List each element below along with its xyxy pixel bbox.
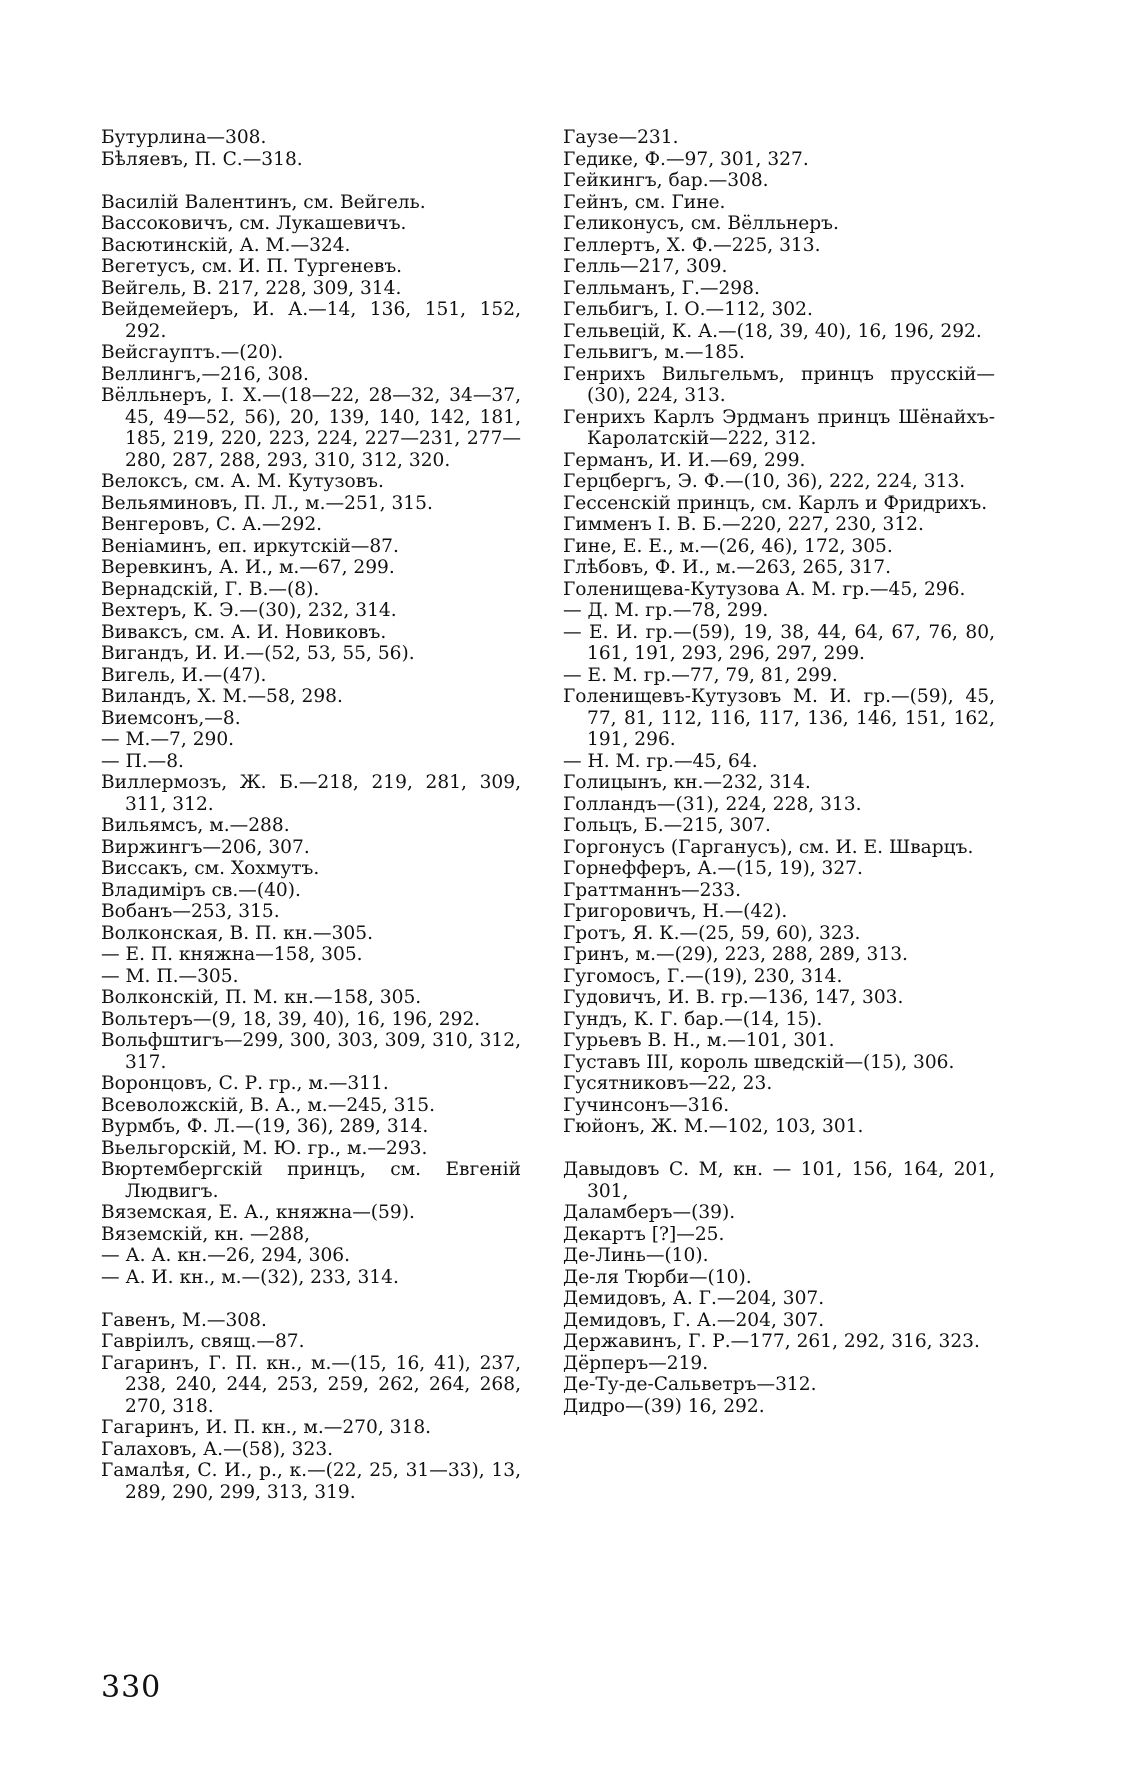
index-entry: Гессенскій принцъ, см. Карлъ и Фридрихъ. [563, 492, 988, 514]
index-entry: Вейсгауптъ.—(20). [101, 342, 284, 363]
index-entry: Генрихъ Карлъ Эрдманъ принцъ Шёнайхъ-Каролатскій—222, 312. [563, 406, 995, 449]
index-entry: Вехтеръ, К. Э.—(30), 232, 314. [101, 600, 397, 621]
index-entry: Декартъ [?]—25. [563, 1223, 725, 1245]
index-entry: Вигель, И.—(47). [101, 664, 267, 686]
index-entry: Геликонусъ, см. Вёлльнеръ. [563, 213, 839, 234]
index-entry: Вильямсъ, м.—288. [101, 815, 290, 836]
index-entry: Бутурлина—308. [101, 127, 267, 148]
index-entry: Герцбергъ, Э. Ф.—(10, 36), 222, 224, 313. [563, 471, 966, 492]
index-entry: — М. П.—305. [101, 965, 239, 987]
index-entry: Гейнъ, см. Гине. [563, 191, 726, 213]
index-entry: Гавріилъ, свящ.—87. [101, 1331, 305, 1352]
index-entry: Виллермозъ, Ж. Б.—218, 219, 281, 309, 311, 312. [101, 772, 521, 815]
index-entry: Гудовичъ, И. В. гр.—136, 147, 303. [563, 987, 904, 1008]
index-entry: Гедике, Ф.—97, 301, 327. [563, 148, 809, 170]
index-entry: — П.—8. [101, 750, 184, 772]
index-entry: Виссакъ, см. Хохмутъ. [101, 858, 320, 879]
index-entry: — Д. М. гр.—78, 299. [563, 600, 769, 621]
index-entry: Воронцовъ, С. Р. гр., м.—311. [101, 1073, 389, 1094]
index-entry: Граттманнъ—233. [563, 879, 742, 901]
index-entry: Венгеровъ, С. А.—292. [101, 514, 323, 535]
right-index-column [563, 127, 995, 1417]
index-entry: Гольцъ, Б.—215, 307. [563, 815, 771, 836]
index-entry: Гейкингъ, бар.—308. [563, 170, 769, 191]
index-entry: Гимменъ I. В. Б.—220, 227, 230, 312. [563, 514, 924, 535]
index-entry: Виемсонъ,—8. [101, 707, 241, 729]
index-entry: Вяземская, Е. А., княжна—(59). [101, 1202, 415, 1223]
index-entry: Вегетусъ, см. И. П. Тургеневъ. [101, 256, 403, 277]
index-entry: Гелль—217, 309. [563, 256, 728, 277]
index-entry: Владиміръ св.—(40). [101, 879, 301, 901]
index-entry: Горнефферъ, А.—(15, 19), 327. [563, 858, 863, 879]
index-entry: Вёлльнеръ, I. X.—(18—22, 28—32, 34—37, 45, 49—52, 56), 20, 139, 140, 142, 181, 185, 219, 220, 223, 224, 227—231, 277—280, 287, 288, 293, 310, 312, 320. [101, 385, 521, 471]
index-entry: Виржингъ—206, 307. [101, 836, 310, 858]
index-entry: Васютинскій, А. М.—324. [101, 234, 351, 256]
index-entry: Веллингъ,—216, 308. [101, 363, 309, 385]
index-entry: Гельбигъ, I. О.—112, 302. [563, 299, 813, 320]
index-entry: Вернадскій, Г. В.—(8). [101, 578, 320, 600]
index-entry: Гринъ, м.—(29), 223, 288, 289, 313. [563, 944, 908, 965]
index-entry: Гавенъ, М.—308. [101, 1309, 267, 1331]
index-entry: Вяземскій, кн. —288, [101, 1223, 311, 1245]
index-entry: Вигандъ, И. И.—(52, 53, 55, 56). [101, 643, 415, 664]
index-entry: Гусятниковъ—22, 23. [563, 1073, 773, 1094]
index-entry: Гагаринъ, Г. П. кн., м.—(15, 16, 41), 237, 238, 240, 244, 253, 259, 262, 264, 268, 270, 318. [101, 1352, 521, 1417]
index-entry: Галаховъ, А.—(58), 323. [101, 1438, 334, 1460]
index-entry: Гелльманъ, Г.—298. [563, 277, 760, 299]
index-entry: Вейдемейеръ, И. А.—14, 136, 151, 152, 292. [101, 299, 521, 342]
index-entry: Гюйонъ, Ж. М.—102, 103, 301. [563, 1116, 864, 1137]
index-entry: Державинъ, Г. Р.—177, 261, 292, 316, 323. [563, 1331, 980, 1352]
index-entry: — Н. М. гр.—45, 64. [563, 750, 758, 772]
index-entry: Демидовъ, Г. А.—204, 307. [563, 1309, 825, 1331]
index-entry: Вюртембергскій принцъ, см. Евгеній Людвигъ. [101, 1159, 521, 1202]
index-entry: Де-Ту-де-Сальветръ—312. [563, 1374, 817, 1395]
index-entry: Германъ, И. И.—69, 299. [563, 449, 806, 471]
index-entry: Гельвигъ, м.—185. [563, 342, 745, 363]
index-entry: Голицынъ, кн.—232, 314. [563, 772, 811, 793]
index-entry: Гундъ, К. Г. бар.—(14, 15). [563, 1008, 823, 1030]
index-entry: Глѣбовъ, Ф. И., м.—263, 265, 317. [563, 557, 892, 578]
index-entry: Гине, Е. Е., м.—(26, 46), 172, 305. [563, 535, 893, 557]
index-entry: — Е. И. гр.—(59), 19, 38, 44, 64, 67, 76, 80, 161, 191, 293, 296, 297, 299. [563, 621, 995, 664]
section-gap [101, 170, 521, 192]
index-entry: Гурьевъ В. Н., м.—101, 301. [563, 1030, 835, 1051]
index-entry: Вассоковичъ, см. Лукашевичъ. [101, 213, 407, 234]
index-entry: — А. А. кн.—26, 294, 306. [101, 1245, 351, 1266]
index-entry: Даламберъ—(39). [563, 1202, 736, 1223]
index-entry: — Е. М. гр.—77, 79, 81, 299. [563, 664, 838, 686]
left-index-column [101, 127, 521, 1503]
index-entry: Дёрперъ—219. [563, 1352, 709, 1374]
index-entry: Всеволожскій, В. А., м.—245, 315. [101, 1094, 436, 1116]
index-entry: Веревкинъ, А. И., м.—67, 299. [101, 557, 395, 578]
index-entry: Голландъ—(31), 224, 228, 313. [563, 793, 862, 815]
index-entry: Вейгель, В. 217, 228, 309, 314. [101, 277, 402, 299]
index-entry: Вобанъ—253, 315. [101, 901, 280, 922]
index-entry: Волконскій, П. М. кн.—158, 305. [101, 987, 422, 1008]
index-entry: Виландъ, X. М.—58, 298. [101, 686, 343, 707]
index-entry: Гучинсонъ—316. [563, 1094, 730, 1116]
index-entry: — Е. П. княжна—158, 305. [101, 944, 363, 965]
index-entry: — А. И. кн., м.—(32), 233, 314. [101, 1266, 399, 1288]
index-entry: Генрихъ Вильгельмъ, принцъ прусскій—(30), 224, 313. [563, 363, 995, 406]
index-entry: Вольфштигъ—299, 300, 303, 309, 310, 312, 317. [101, 1030, 521, 1073]
index-entry: Голенищева-Кутузова А. М. гр.—45, 296. [563, 578, 966, 600]
index-entry: Де-Линь—(10). [563, 1245, 709, 1266]
index-entry: Голенищевъ-Кутузовъ М. И. гр.—(59), 45, 77, 81, 112, 116, 117, 136, 146, 151, 162, 191, 296. [563, 686, 995, 750]
index-entry: Веніаминъ, еп. иркутскій—87. [101, 535, 399, 557]
section-gap [101, 1288, 521, 1310]
index-entry: Григоровичъ, Н.—(42). [563, 901, 788, 922]
index-entry: Гаузе—231. [563, 127, 679, 148]
index-entry: Давыдовъ С. М, кн. — 101, 156, 164, 201, 301, [563, 1159, 995, 1202]
index-entry: Виваксъ, см. А. И. Новиковъ. [101, 621, 387, 643]
index-entry: Вольтеръ—(9, 18, 39, 40), 16, 196, 292. [101, 1008, 481, 1030]
index-entry: Велоксъ, см. А. М. Кутузовъ. [101, 471, 384, 492]
index-entry: Гамалѣя, С. И., р., к.—(22, 25, 31—33), 13, 289, 290, 299, 313, 319. [101, 1460, 521, 1503]
page-number: 330 [101, 1670, 162, 1705]
index-entry: Гротъ, Я. К.—(25, 59, 60), 323. [563, 922, 861, 944]
index-entry: Геллертъ, X. Ф.—225, 313. [563, 234, 821, 256]
index-entry: Вельяминовъ, П. Л., м.—251, 315. [101, 492, 433, 514]
index-entry: Вурмбъ, Ф. Л.—(19, 36), 289, 314. [101, 1116, 429, 1137]
index-entry: Демидовъ, А. Г.—204, 307. [563, 1288, 825, 1309]
index-entry: Вьельгорскій, М. Ю. гр., м.—293. [101, 1137, 428, 1159]
index-entry: Василій Валентинъ, см. Вейгель. [101, 191, 426, 213]
index-entry: Гугомосъ, Г.—(19), 230, 314. [563, 965, 843, 987]
index-entry: Густавъ III, король шведскій—(15), 306. [563, 1051, 955, 1073]
index-entry: Гагаринъ, И. П. кн., м.—270, 318. [101, 1417, 432, 1438]
section-gap [563, 1138, 995, 1160]
index-entry: Бѣляевъ, П. С.—318. [101, 148, 303, 170]
index-entry: Гельвецій, К. А.—(18, 39, 40), 16, 196, 292. [563, 320, 982, 342]
index-entry: — М.—7, 290. [101, 729, 235, 750]
index-entry: Дидро—(39) 16, 292. [563, 1395, 765, 1417]
index-entry: Волконская, В. П. кн.—305. [101, 922, 373, 944]
index-entry: Горгонусъ (Гарганусъ), см. И. Е. Шварцъ. [563, 836, 974, 858]
index-entry: Де-ля Тюрби—(10). [563, 1266, 752, 1288]
